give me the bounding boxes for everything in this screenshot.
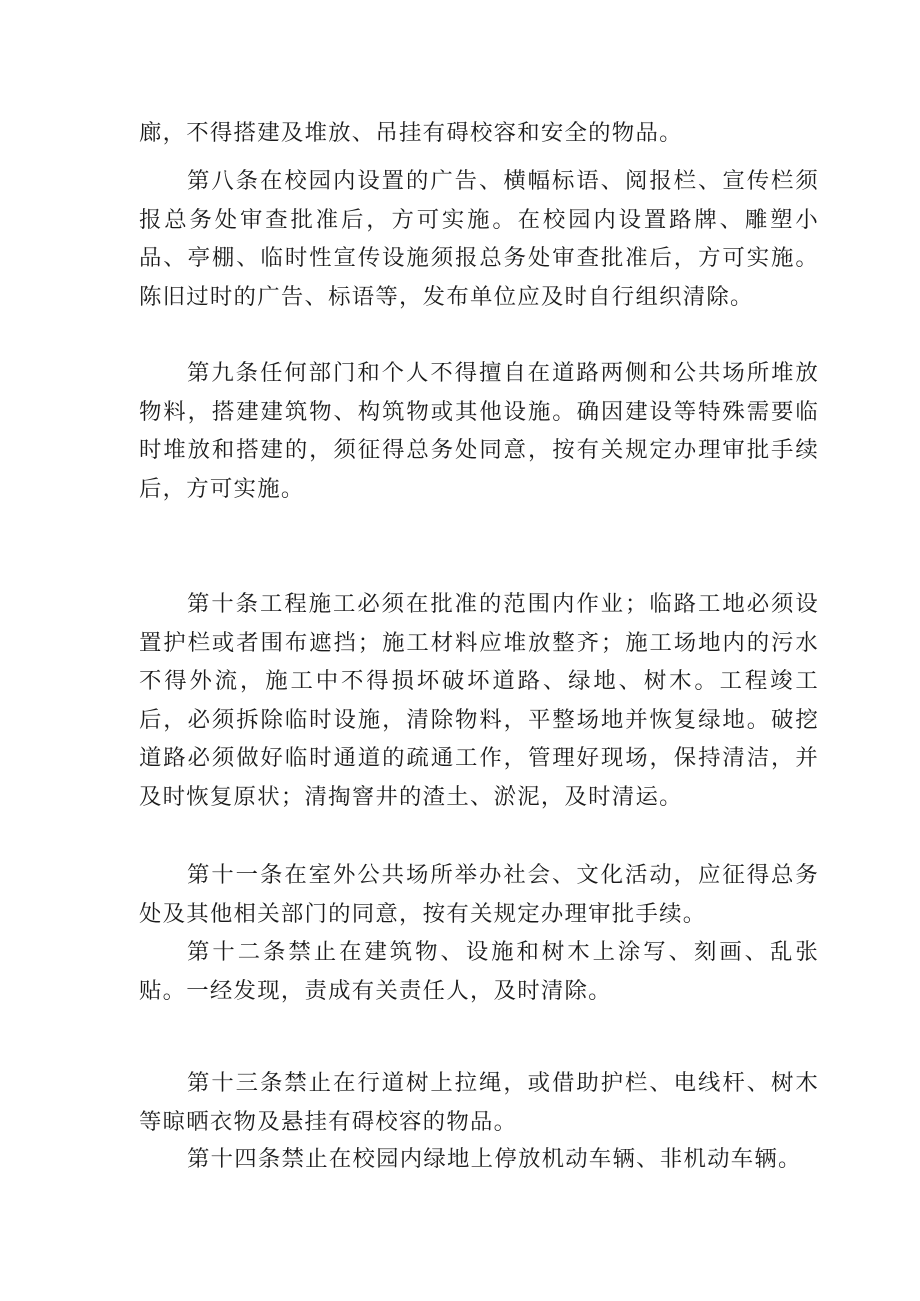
paragraph-article-9: 第九条任何部门和个人不得擅自在道路两侧和公共场所堆放物料，搭建建筑物、构筑物或其他设施。确因建设等特殊需要临时堆放和搭建的，须征得总务处同意，按有关规定办理审批手续后，方可实施。 (139, 360, 819, 502)
paragraph-article-14: 第十四条禁止在校园内绿地上停放机动车辆、非机动车辆。 (187, 1146, 802, 1172)
paragraph-article-8: 第八条在校园内设置的广告、横幅标语、阅报栏、宣传栏须报总务处审查批准后，方可实施。在校园内设置路牌、雕塑小品、亭棚、临时性宣传设施须报总务处审查批准后，方可实施。陈旧过时的广告、标语等，发布单位应及时自行组织清除。 (139, 168, 819, 310)
paragraph-article-11: 第十一条在室外公共场所举办社会、文化活动，应征得总务处及其他相关部门的同意，按有关规定办理审批手续。 (139, 862, 819, 927)
paragraph-article-13: 第十三条禁止在行道树上拉绳，或借助护栏、电线杆、树木等晾晒衣物及悬挂有碍校容的物品。 (139, 1070, 819, 1135)
paragraph-article-10: 第十条工程施工必须在批准的范围内作业；临路工地必须设置护栏或者围布遮挡；施工材料应堆放整齐；施工场地内的污水不得外流，施工中不得损坏破坏道路、绿地、树木。工程竣工后，必须拆除临时设施，清除物料，平整场地并恢复绿地。破挖道路必须做好临时通道的疏通工作，管理好现场，保持清洁，并及时恢复原状；清掏窨井的渣土、淤泥，及时清运。 (139, 591, 819, 810)
paragraph-article-12: 第十二条禁止在建筑物、设施和树木上涂写、刻画、乱张贴。一经发现，责成有关责任人，及时清除。 (139, 939, 819, 1004)
paragraph-continuation: 廊，不得搭建及堆放、吊挂有碍校容和安全的物品。 (139, 120, 683, 146)
